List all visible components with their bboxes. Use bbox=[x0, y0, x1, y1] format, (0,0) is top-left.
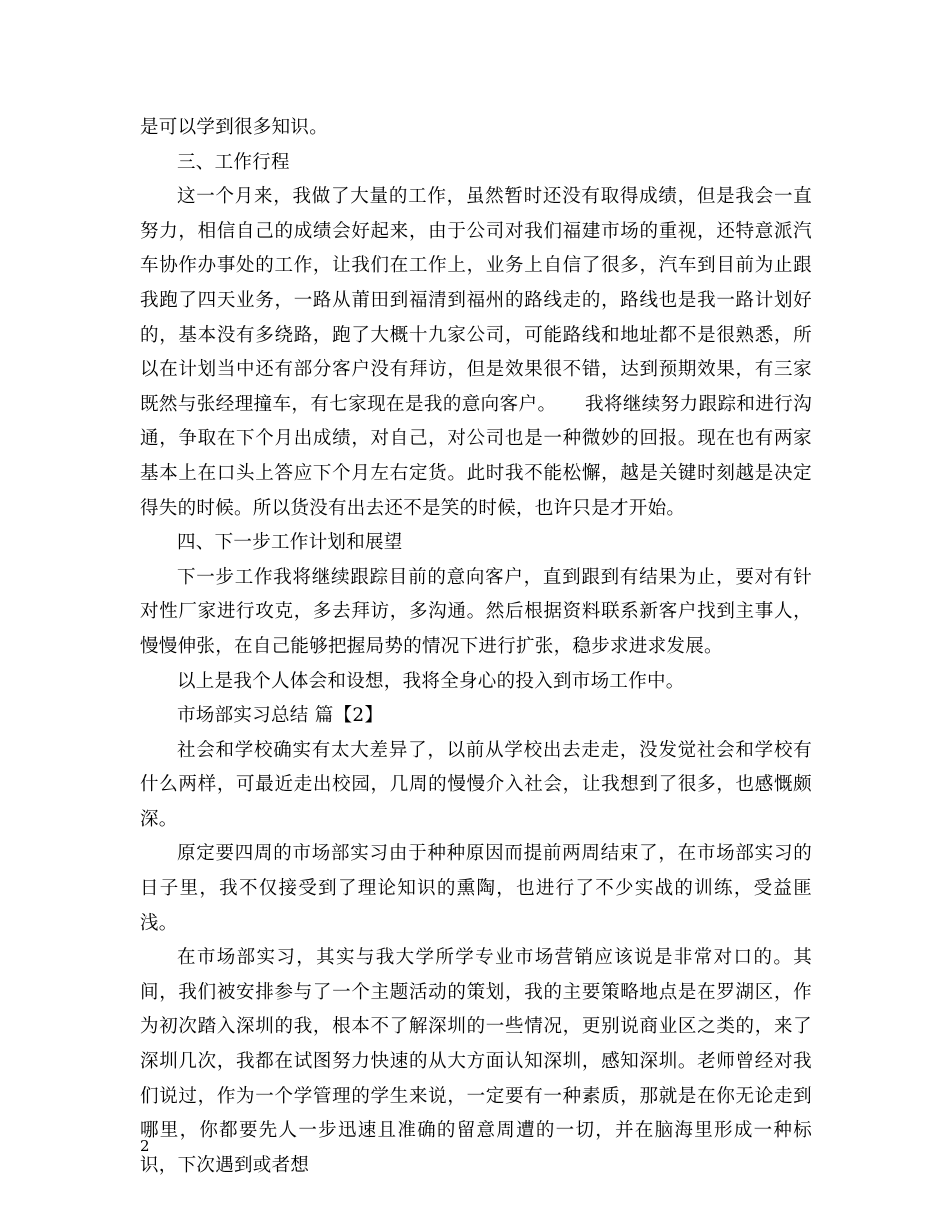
paragraph-summary-statement: 以上是我个人体会和设想，我将全身心的投入到市场工作中。 bbox=[177, 670, 685, 692]
paragraph-society-school: 社会和学校确实有太大差异了，以前从学校出去走走，没发觉社会和学校有什么两样，可最近走出校园，几周的慢慢介入社会，让我想到了很多，也感慨颇深。 bbox=[140, 739, 812, 830]
article-title-part-2: 市场部实习总结 篇【2】 bbox=[177, 705, 384, 727]
page-number: 2 bbox=[140, 1137, 150, 1155]
section-heading-next-plan: 四、下一步工作计划和展望 bbox=[177, 532, 403, 554]
document-body bbox=[140, 111, 812, 1183]
paragraph-next-plan: 下一步工作我将继续跟踪目前的意向客户，直到跟到有结果为止，要对有针对性厂家进行攻克，多去拜访，多沟通。然后根据资料联系新客户找到主事人，慢慢伸张，在自己能够把握局势的情况下进行扩张，稳步求进求发展。 bbox=[140, 566, 812, 657]
paragraph-internship-duration: 原定要四周的市场部实习由于种种原因而提前两周结束了，在市场部实习的日子里，我不仅接受到了理论知识的熏陶，也进行了不少实战的训练，受益匪浅。 bbox=[140, 843, 812, 934]
paragraph-continuation: 是可以学到很多知识。 bbox=[140, 117, 329, 138]
section-heading-work-schedule: 三、工作行程 bbox=[177, 151, 290, 173]
paragraph-work-schedule: 这一个月来，我做了大量的工作，虽然暂时还没有取得成绩，但是我会一直努力，相信自己的成绩会好起来，由于公司对我们福建市场的重视，还特意派汽车协作办事处的工作，让我们在工作上，业务上自信了很多，汽车到目前为止跟我跑了四天业务，一路从莆田到福清到福州的路线走的，路线也是我一路计划好的，基本没有多绕路，跑了大概十九家公司，可能路线和地址都不是很熟悉，所以在计划当中还有部分客户没有拜访，但是效果很不错，达到预期效果，有三家既然与张经理撞车，有七家现在是我的意向客户。 我将继续努力跟踪和进行沟通，争取在下个月出成绩，对自己，对公司也是一种微妙的回报。现在也有两家基本上在口头上答应下个月左右定货。此时我不能松懈，越是关键时刻越是决定得失的时候。所以货没有出去还不是笑的时候，也许只是才开始。 bbox=[140, 186, 812, 519]
paragraph-marketing-internship: 在市场部实习，其实与我大学所学专业市场营销应该说是非常对口的。其间，我们被安排参与了一个主题活动的策划，我的主要策略地点是在罗湖区，作为初次踏入深圳的我，根本不了解深圳的一些情况，更别说商业区之类的，来了深圳几次，我都在试图努力快速的从大方面认知深圳，感知深圳。老师曾经对我们说过，作为一个学管理的学生来说，一定要有一种素质，那就是在你无论走到哪里，你都要先人一步迅速且准确的留意周遭的一切，并在脑海里形成一种标识，下次遇到或者想 bbox=[140, 947, 812, 1176]
